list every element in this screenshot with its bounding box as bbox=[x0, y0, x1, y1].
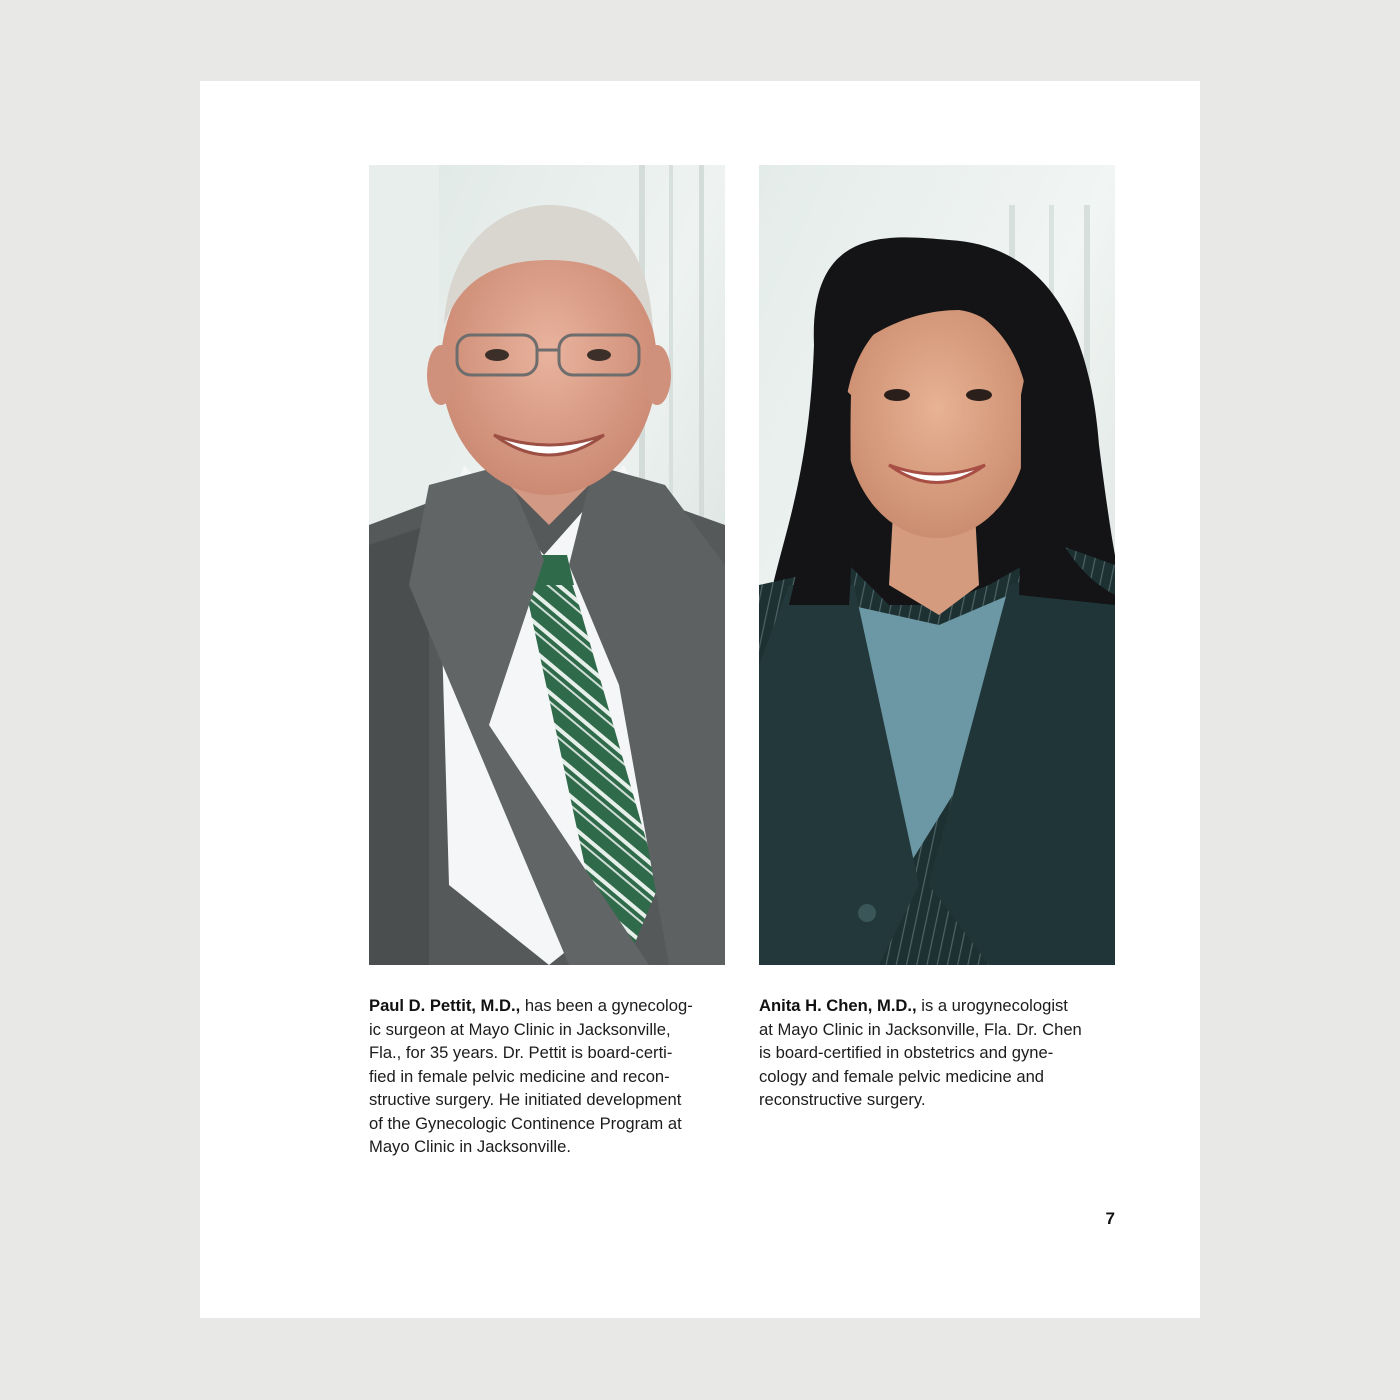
bio-first-line bbox=[759, 994, 1119, 1018]
bio-anita-chen bbox=[759, 994, 1119, 1112]
bio-line: structive surgery. He initiated development bbox=[369, 1090, 682, 1109]
document-page bbox=[200, 81, 1200, 1318]
bio-line: fied in female pelvic medicine and recon- bbox=[369, 1066, 670, 1086]
bio-text: has been a gynecolog- bbox=[520, 996, 693, 1015]
person-name: Paul D. Pettit, M.D., bbox=[369, 996, 521, 1015]
bio-line: Mayo Clinic in Jacksonville. bbox=[369, 1137, 571, 1156]
bio-paul-pettit bbox=[369, 994, 729, 1159]
bio-text: is a urogynecologist bbox=[916, 996, 1068, 1015]
bio-line: at Mayo Clinic in Jacksonville, Fla. Dr. Chen bbox=[759, 1019, 1082, 1039]
bio-line: of the Gynecologic Continence Program at bbox=[369, 1113, 682, 1133]
portrait-photo-paul-pettit bbox=[369, 165, 725, 965]
page-number: 7 bbox=[1105, 1209, 1115, 1228]
bio-line: Fla., for 35 years. Dr. Pettit is board-certi- bbox=[369, 1043, 673, 1062]
bio-first-line bbox=[369, 994, 729, 1018]
portrait-photo-anita-chen bbox=[759, 165, 1115, 965]
bio-line: reconstructive surgery. bbox=[759, 1090, 926, 1109]
bio-line: ic surgeon at Mayo Clinic in Jacksonville, bbox=[369, 1019, 671, 1039]
bio-line: cology and female pelvic medicine and bbox=[759, 1066, 1045, 1086]
bio-line: is board-certified in obstetrics and gyne- bbox=[759, 1043, 1054, 1062]
person-name: Anita H. Chen, M.D., bbox=[759, 996, 917, 1015]
